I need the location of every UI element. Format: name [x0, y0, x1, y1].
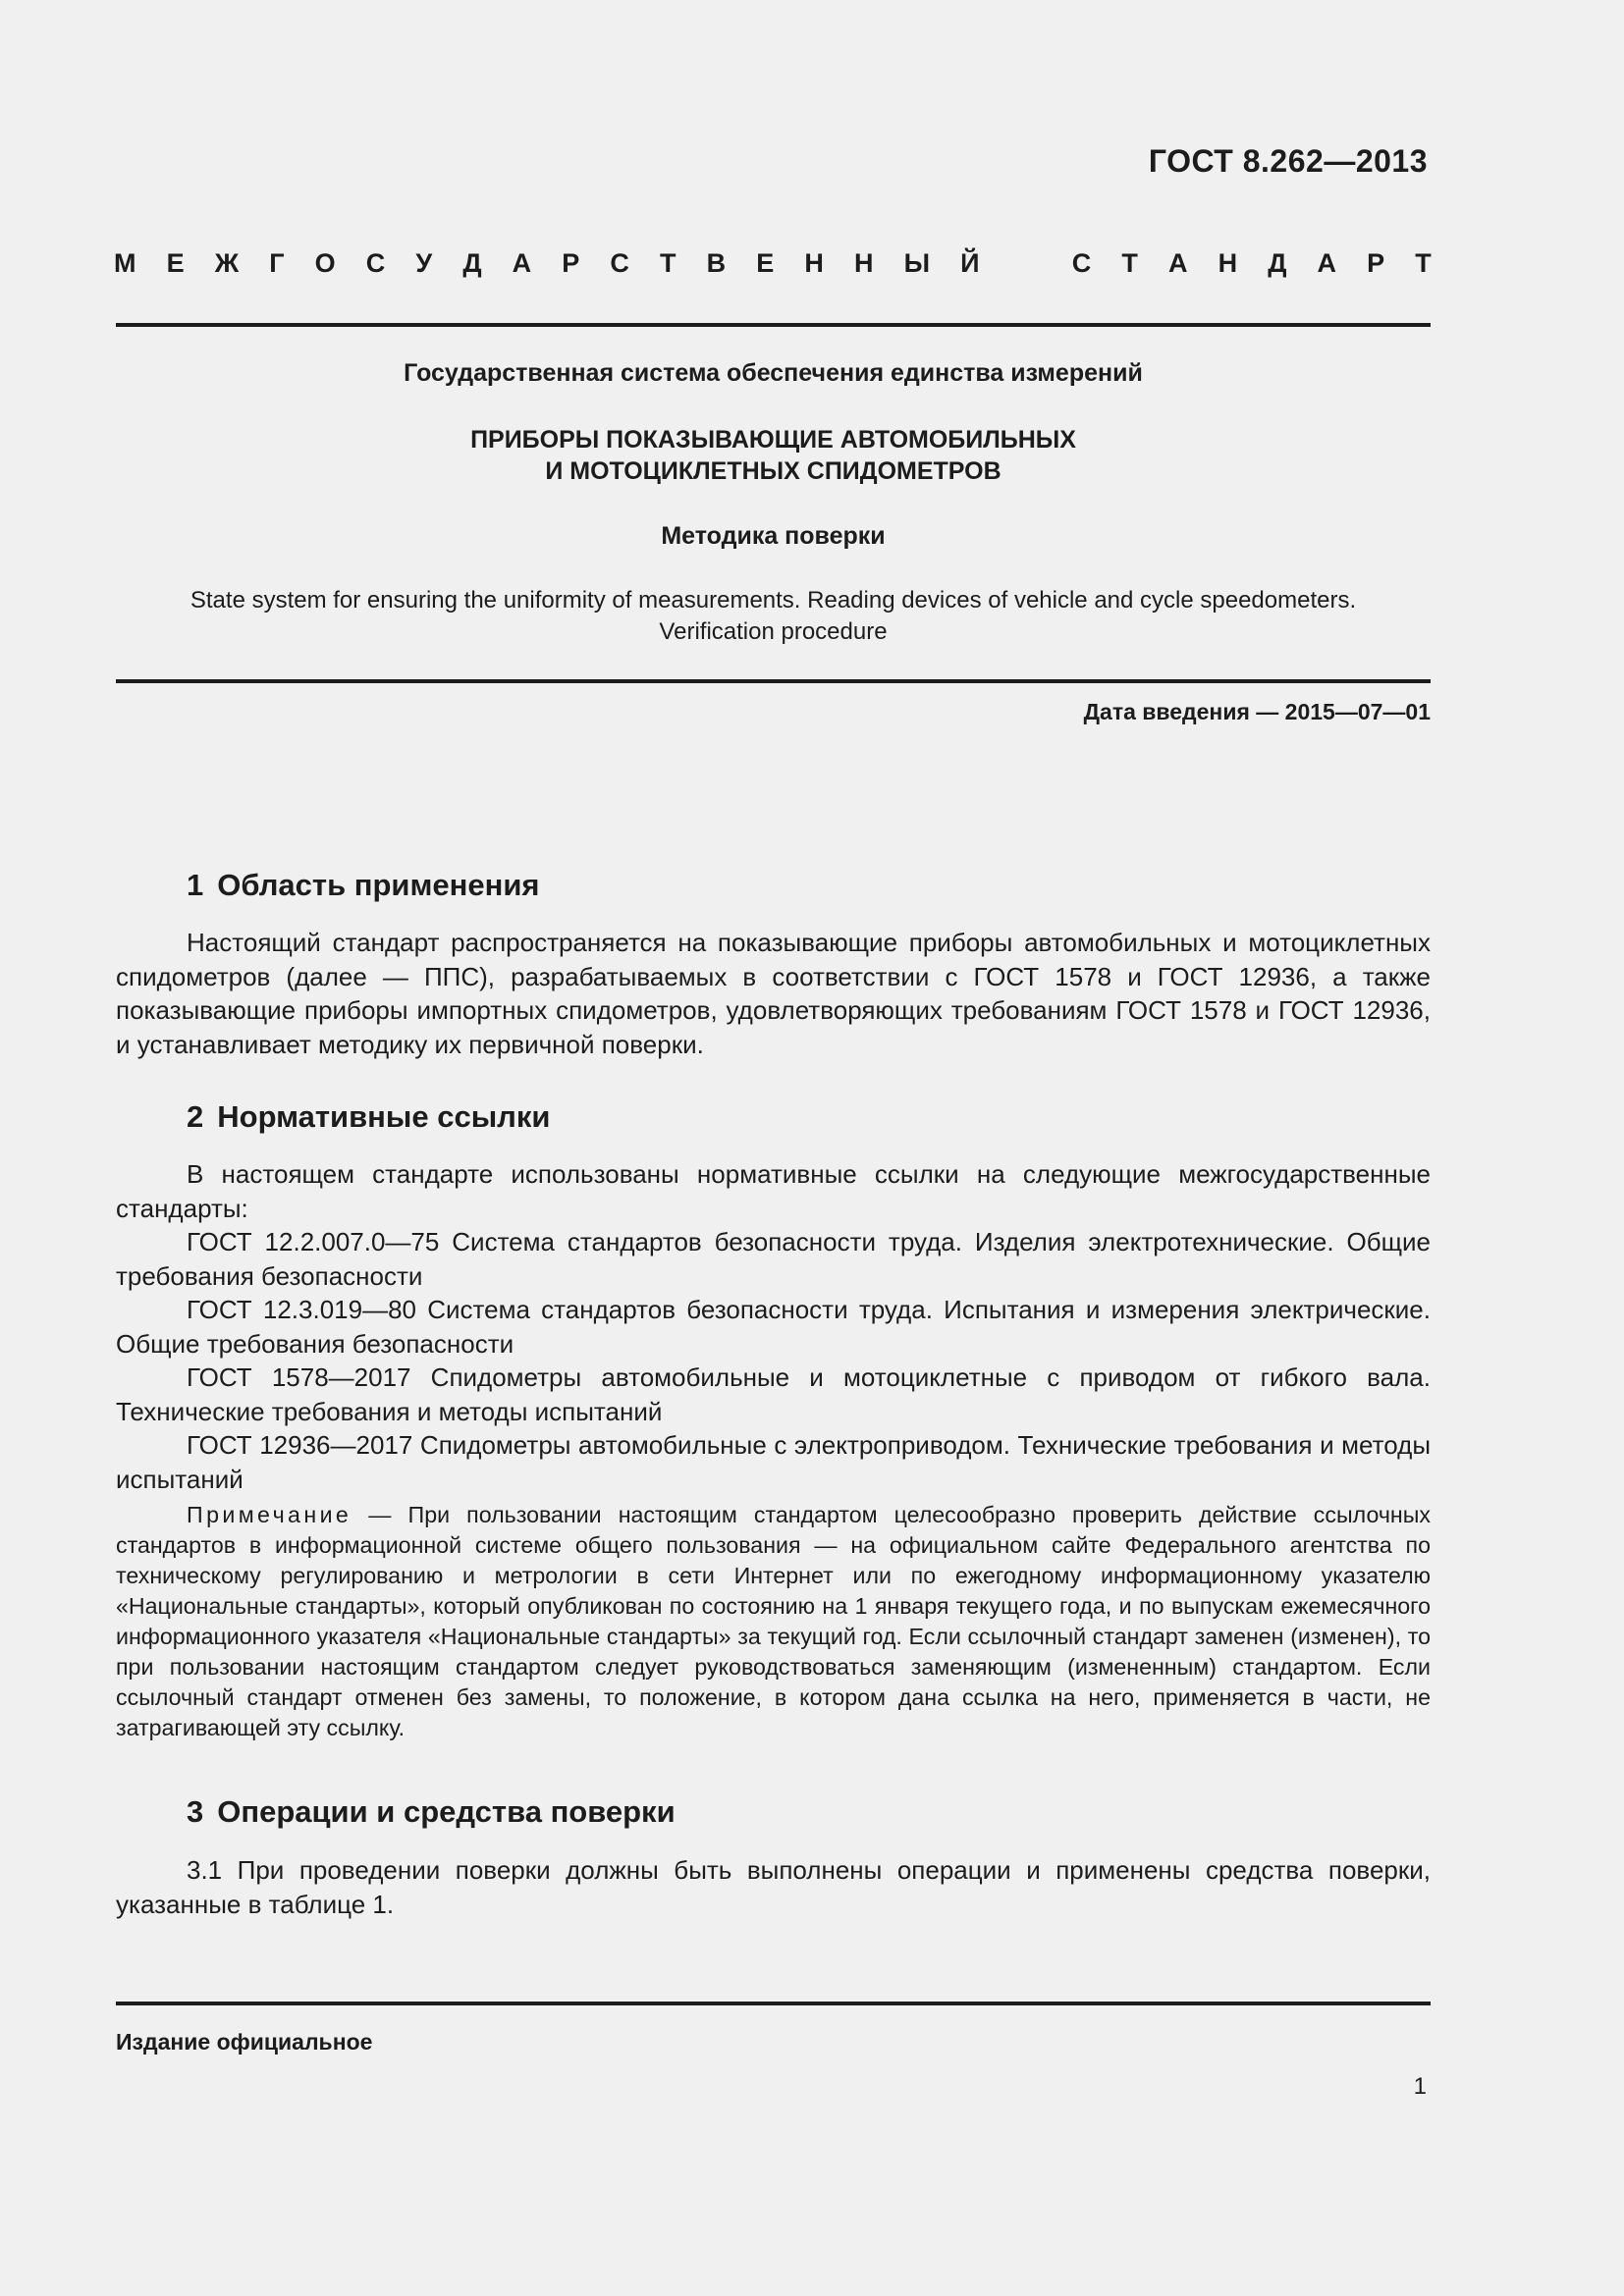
- heading-letter: Р: [562, 248, 580, 278]
- heading-letter: Ы: [903, 248, 931, 278]
- paragraph: Настоящий стандарт распространяется на показывающие приборы автомобильных и мотоциклетных спидометров (далее — ППС), разрабатываемых в соответствии с ГОСТ 1578 и ГОСТ 12936, а также показывающие приборы импортных спидометров, удовлетворяющих требованиям ГОСТ 1578 и ГОСТ 12936, и устанавливает методику их первичной поверки.: [116, 928, 1431, 1059]
- heading-letter: Н: [804, 248, 824, 278]
- page-number: 1: [1413, 2073, 1427, 2100]
- word-gap: [1010, 248, 1042, 279]
- note-label: Примечание: [187, 1502, 352, 1527]
- heading-letter: А: [1317, 248, 1337, 278]
- heading-letter: Д: [1268, 248, 1287, 278]
- device-title-line: ПРИБОРЫ ПОКАЗЫВАЮЩИЕ АВТОМОБИЛЬНЫХ: [470, 426, 1076, 454]
- heading-letter: Й: [960, 248, 980, 278]
- section-title: Нормативные ссылки: [217, 1099, 551, 1134]
- paragraph: 3.1 При проведении поверки должны быть выполнены операции и применены средства поверки, указанные в таблице 1.: [116, 1855, 1431, 1919]
- section-2-body: [116, 1157, 1431, 1496]
- section-title: Область применения: [217, 868, 540, 902]
- heading-letter: С: [610, 248, 629, 278]
- reference-item: ГОСТ 12.2.007.0—75 Система стандартов безопасности труда. Изделия электротехнические. Общие требования безопасности: [116, 1227, 1431, 1291]
- english-title-line: State system for ensuring the uniformity of measurements. Reading devices of vehicle and cycle speedometers.: [189, 587, 1357, 614]
- section-number: 1: [187, 868, 204, 902]
- heading-letter: Т: [1121, 248, 1138, 278]
- footer-divider: [116, 2002, 1431, 2005]
- section-3-body: [116, 1853, 1431, 1921]
- heading-letter: Т: [1415, 248, 1432, 278]
- heading-letter: С: [365, 248, 386, 278]
- reference-item: ГОСТ 1578—2017 Спидометры автомобильные и мотоциклетные с приводом от гибкого вала. Технические требования и методы испытаний: [116, 1362, 1431, 1426]
- interstate-standard-heading: [114, 248, 1432, 279]
- device-title-line: И МОТОЦИКЛЕТНЫХ СПИДОМЕТРОВ: [545, 457, 1001, 485]
- top-divider: [116, 323, 1431, 327]
- heading-letter: Н: [853, 248, 874, 278]
- document-number: ГОСТ 8.262—2013: [1148, 143, 1428, 179]
- heading-letter: О: [314, 248, 336, 278]
- edition-label: Издание официальное: [116, 2029, 373, 2055]
- note-text: — При пользовании настоящим стандартом целесообразно проверить действие ссылочных стандартов в информационной системе общего пользования — на официальном сайте Федерального агентства по техническому регулированию и метрологии в сети Интернет или по ежегодному информационному указателю «Национальные стандарты», который опубликован по состоянию на 1 января текущего года, и по выпускам ежемесячного информационного указателя «Национальные стандарты» за текущий год. Если ссылочный стандарт заменен (изменен), то при пользовании настоящим стандартом следует руководствоваться заменяющим (измененным) стандартом. Если ссылочный стандарт отменен без замены, то положение, в котором дана ссылка на него, применяется в части, не затрагивающей эту ссылку.: [116, 1502, 1431, 1740]
- device-title: [116, 424, 1431, 487]
- heading-letter: А: [512, 248, 532, 278]
- introduction-date: Дата введения — 2015—07—01: [1083, 699, 1431, 724]
- heading-letter: В: [706, 248, 727, 278]
- section-number: 2: [187, 1099, 204, 1134]
- heading-letter: Ж: [214, 248, 240, 278]
- section-1-heading: [116, 868, 1501, 903]
- paragraph: В настоящем стандарте использованы нормативные ссылки на следующие межгосударственные стандарты:: [116, 1159, 1431, 1223]
- title-divider: [116, 679, 1431, 683]
- heading-letter: У: [415, 248, 433, 278]
- heading-letter: Д: [462, 248, 482, 278]
- method-title: Методика поверки: [661, 522, 886, 550]
- heading-letter: М: [114, 248, 136, 278]
- section-3-heading: [116, 1794, 1501, 1830]
- section-number: 3: [187, 1794, 204, 1829]
- section-2-heading: [116, 1099, 1501, 1135]
- heading-letter: Р: [1367, 248, 1385, 278]
- heading-letter: Е: [166, 248, 185, 278]
- heading-letter: С: [1071, 248, 1092, 278]
- reference-item: ГОСТ 12936—2017 Спидометры автомобильные с электроприводом. Технические требования и методы испытаний: [116, 1430, 1431, 1494]
- reference-item: ГОСТ 12.3.019—80 Система стандартов безопасности труда. Испытания и измерения электрические. Общие требования безопасности: [116, 1295, 1431, 1359]
- heading-letter: А: [1167, 248, 1188, 278]
- english-title: [116, 585, 1431, 648]
- heading-letter: Г: [269, 248, 285, 278]
- section-2-note: [116, 1500, 1431, 1743]
- system-title: Государственная система обеспечения единства измерений: [404, 359, 1143, 387]
- heading-letter: Т: [660, 248, 677, 278]
- heading-letter: Е: [756, 248, 775, 278]
- heading-letter: Н: [1218, 248, 1238, 278]
- english-title-line: Verification procedure: [659, 618, 888, 645]
- section-1-body: [116, 926, 1431, 1061]
- section-title: Операции и средства поверки: [217, 1794, 676, 1829]
- note-paragraph: [116, 1500, 1431, 1743]
